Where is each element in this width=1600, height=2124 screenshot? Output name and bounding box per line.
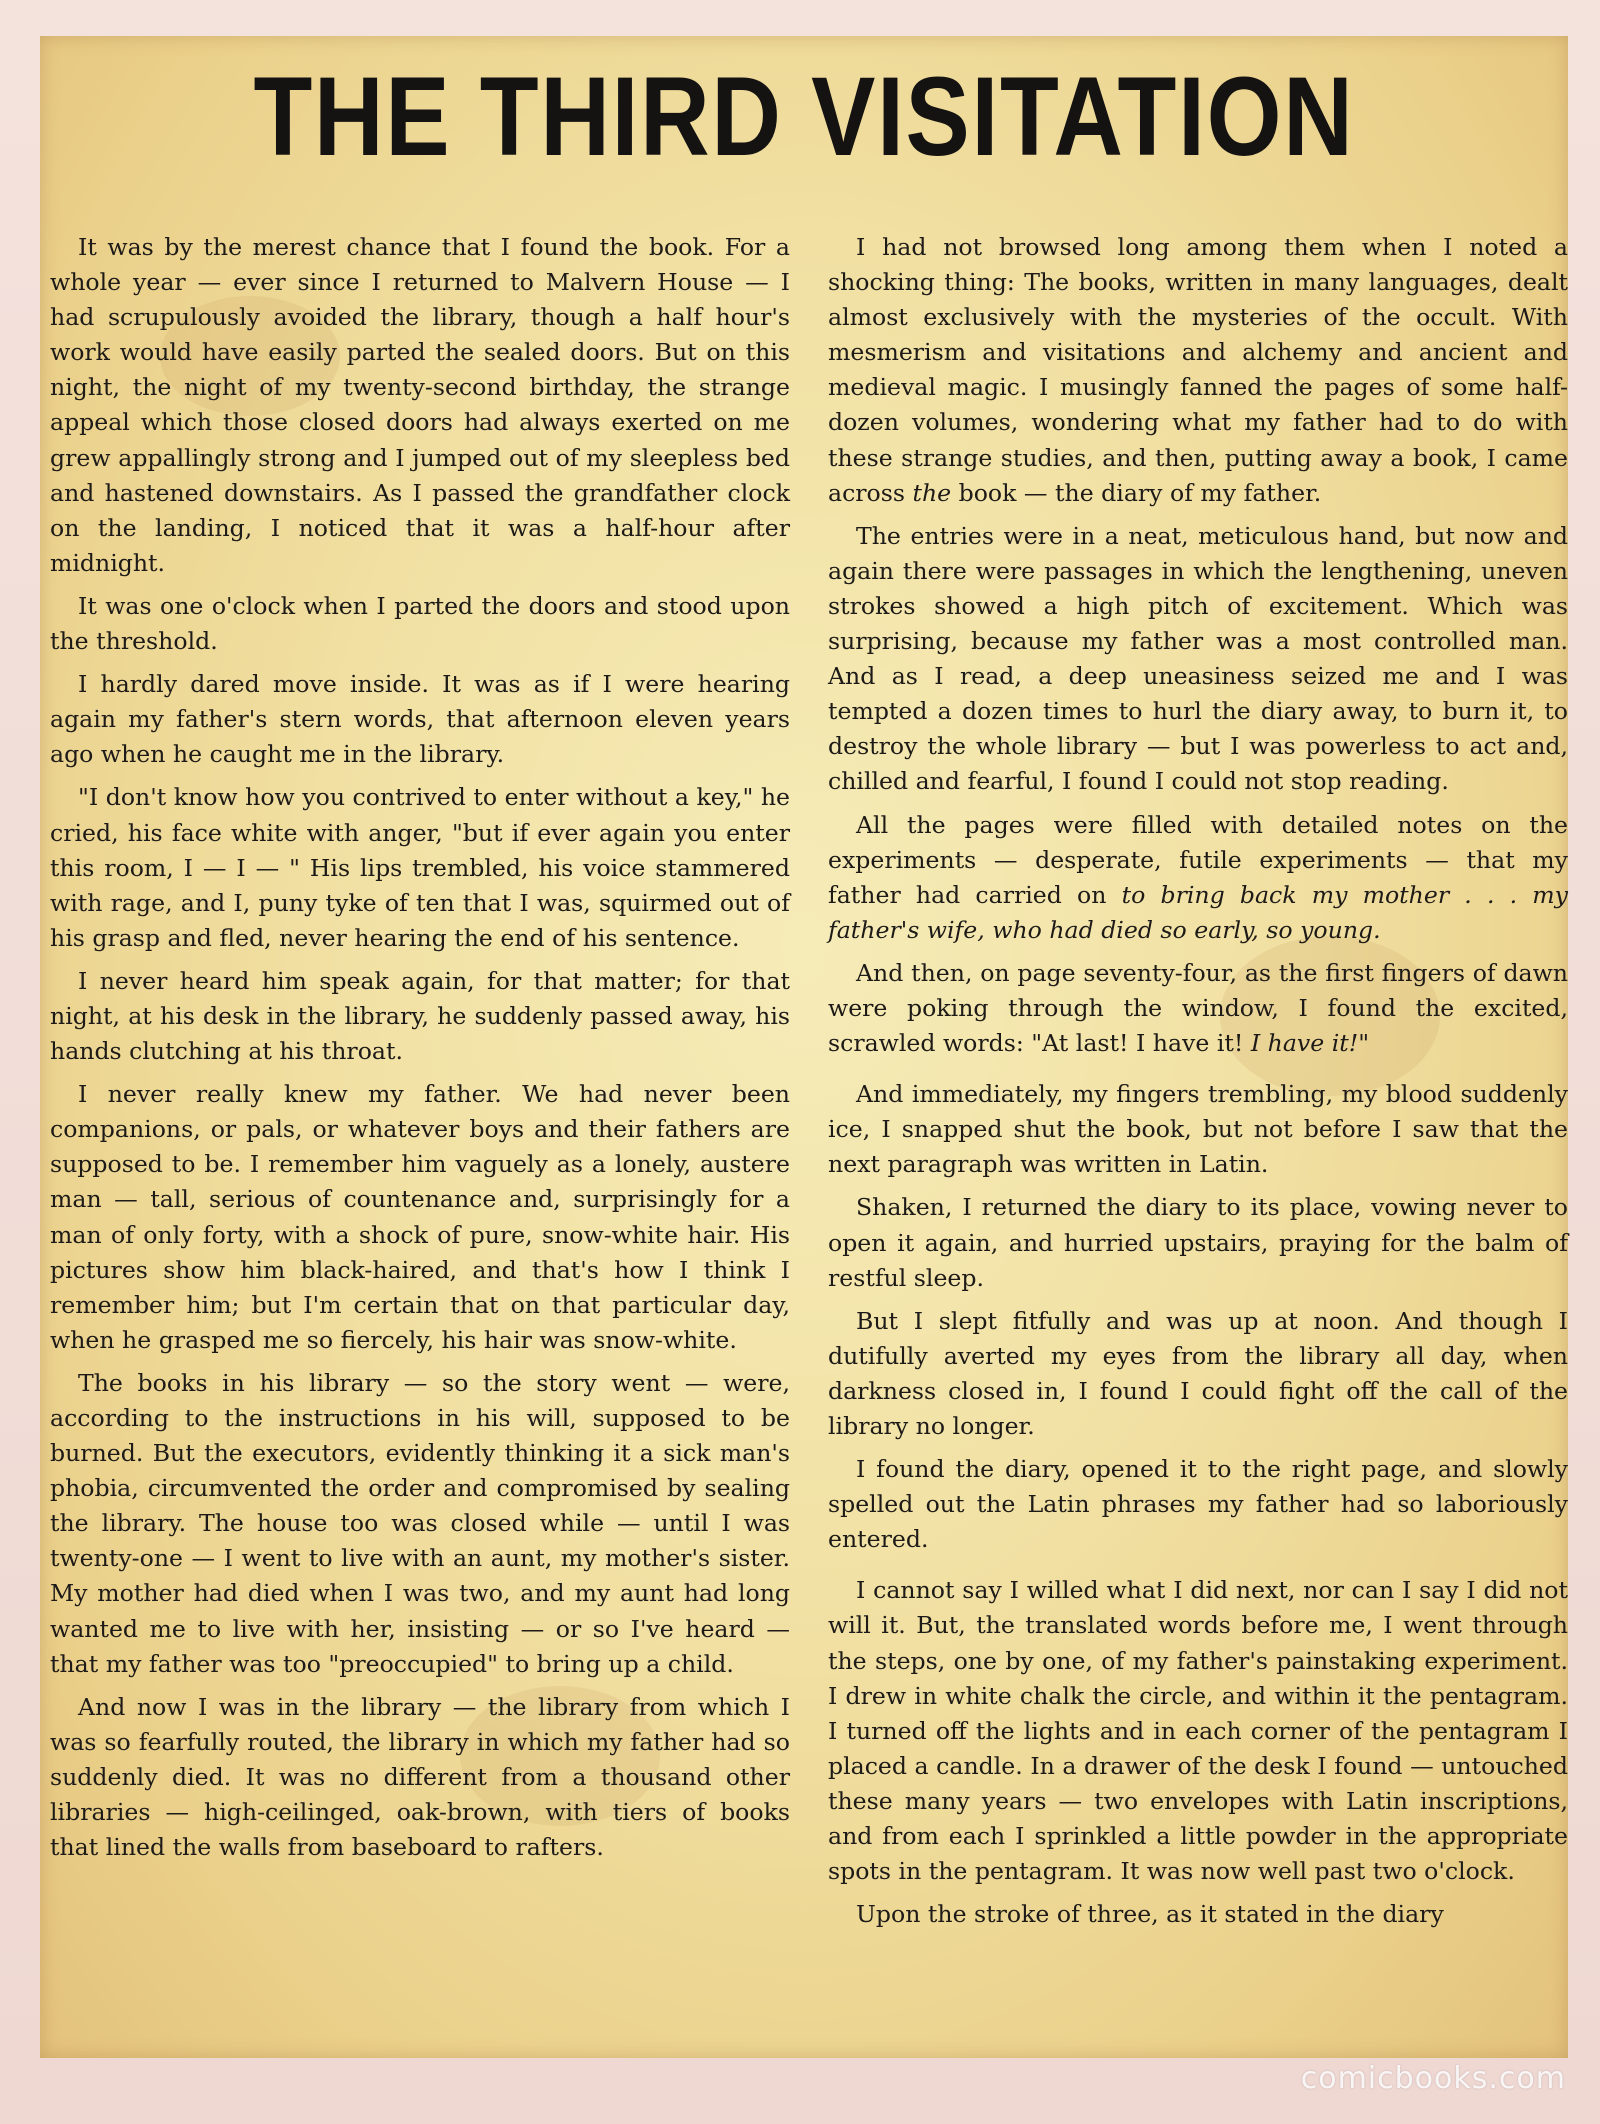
emphasis-text: I have it!: [1250, 1029, 1359, 1058]
paragraph: And immediately, my fingers trembling, my blood suddenly ice, I snapped shut the book, but not before I saw that the next paragraph was written in Latin.: [828, 1080, 1568, 1179]
site-watermark: comicbooks.com: [1300, 2061, 1566, 2096]
paragraph: Upon the stroke of three, as it stated in the diary: [856, 1900, 1444, 1929]
paragraph-text: book — the diary of my father.: [951, 478, 1322, 507]
paragraph: Shaken, I returned the diary to its place, vowing never to open it again, and hurried upstairs, praying for the balm of restful sleep.: [828, 1193, 1568, 1292]
paragraph: I never really knew my father. We had never been companions, or pals, or whatever boys and their fathers are supposed to be. I remember him vaguely as a lonely, austere man — tall, serious of countenance and, surprisingly for a man of only forty, with a shock of pure, snow-white hair. His pictures show him black-haired, and that's how I think I remember him; but I'm certain that on that particular day, when he grasped me so fiercely, his hair was snow-white.: [50, 1080, 790, 1354]
left-column: [50, 230, 790, 1873]
paragraph: [828, 230, 1568, 511]
paragraph: The entries were in a neat, meticulous hand, but now and again there were passages in which the lengthening, uneven strokes showed a high pitch of excitement. Which was surprising, because my father was a most controlled man. And as I read, a deep uneasiness seized me and I was tempted a dozen times to hurl the diary away, to burn it, to destroy the whole library — but I was powerless to act and, chilled and fearful, I found I could not stop reading.: [828, 521, 1568, 796]
paragraph: I hardly dared move inside. It was as if I were hearing again my father's stern words, that afternoon eleven years ago when he caught me in the library.: [50, 670, 790, 769]
paragraph: I never heard him speak again, for that matter; for that night, at his desk in the library, he suddenly passed away, his hands clutching at his throat.: [50, 966, 790, 1066]
paragraph-text: ": [1358, 1029, 1370, 1058]
paragraph: [828, 808, 1568, 948]
paragraph-text: And then, on page seventy-four, as the first fingers of dawn were poking through the window, I found the excited, scrawled words: "At last! I have it!: [828, 958, 1568, 1058]
paragraph: It was by the merest chance that I found the book. For a whole year — ever since I returned to Malvern House — I had scrupulously avoided the library, though a half hour's work would have easily parted the sealed doors. But on this night, the night of my twenty-second birthday, the strange appeal which those closed doors had always exerted on me grew appallingly strong and I jumped out of my sleepless bed and hastened downstairs. As I passed the grandfather clock on the landing, I noticed that it was a half-hour after midnight.: [50, 233, 790, 577]
paragraph: It was one o'clock when I parted the doors and stood upon the threshold.: [50, 591, 790, 656]
paragraph-text: All the pages were filled with detailed notes on the experiments — desperate, futile experiments — that my father had carried on: [828, 810, 1568, 909]
paragraph: The books in his library — so the story went — were, according to the instructions in his will, supposed to be burned. But the executors, evidently thinking it a sick man's phobia, circumvented the order and compromised by sealing the library. The house too was closed while — until I was twenty-one — I went to live with an aunt, my mother's sister. My mother had died when I was two, and my aunt had long wanted me to live with her, insisting — or so I've heard — that my father was too "preoccupied" to bring up a child.: [50, 1368, 790, 1678]
paragraph: [828, 956, 1568, 1061]
story-title: THE THIRD VISITATION: [253, 54, 1355, 179]
right-column: [828, 230, 1568, 1940]
emphasis-text: the: [912, 478, 952, 507]
paragraph: But I slept fitfully and was up at noon. And though I dutifully averted my eyes from the library all day, when darkness closed in, I found I could fight off the call of the library no longer.: [828, 1306, 1568, 1440]
paragraph: And now I was in the library — the library from which I was so fearfully routed, the library in which my father had so suddenly died. It was no different from a thousand other libraries — high-ceilinged, oak-brown, with tiers of books that lined the walls from baseboard to rafters.: [50, 1692, 790, 1862]
paragraph: I found the diary, opened it to the right page, and slowly spelled out the Latin phrases my father had so laboriously entered.: [828, 1455, 1568, 1554]
paragraph-text: I had not browsed long among them when I noted a shocking thing: The books, written in many languages, dealt almost exclusively with the mysteries of the occult. With mesmerism and visitations and alchemy and ancient and medieval magic. I musingly fanned the pages of some half-dozen volumes, wondering what my father had to do with these strange studies, and then, putting away a book, I came across: [828, 233, 1568, 507]
emphasis-text: to bring back my mother . . . my father's wife, who had died so early, so young.: [828, 880, 1568, 944]
paragraph: "I don't know how you contrived to enter without a key," he cried, his face white with anger, "but if ever again you enter this room, I — I — " His lips trembled, his voice stammered with rage, and I, puny tyke of ten that I was, squirmed out of his grasp and fled, never hearing the end of his sentence.: [50, 783, 790, 952]
story-page: [40, 36, 1568, 2058]
paragraph: I cannot say I willed what I did next, nor can I say I did not will it. But, the translated words before me, I went through the steps, one by one, of my father's painstaking experiment. I drew in white chalk the circle, and within it the pentagram. I turned off the lights and in each corner of the pentagram I placed a candle. In a drawer of the desk I found — untouched these many years — two envelopes with Latin inscriptions, and from each I sprinkled a little powder in the appropriate spots in the pentagram. It was now well past two o'clock.: [828, 1576, 1568, 1886]
